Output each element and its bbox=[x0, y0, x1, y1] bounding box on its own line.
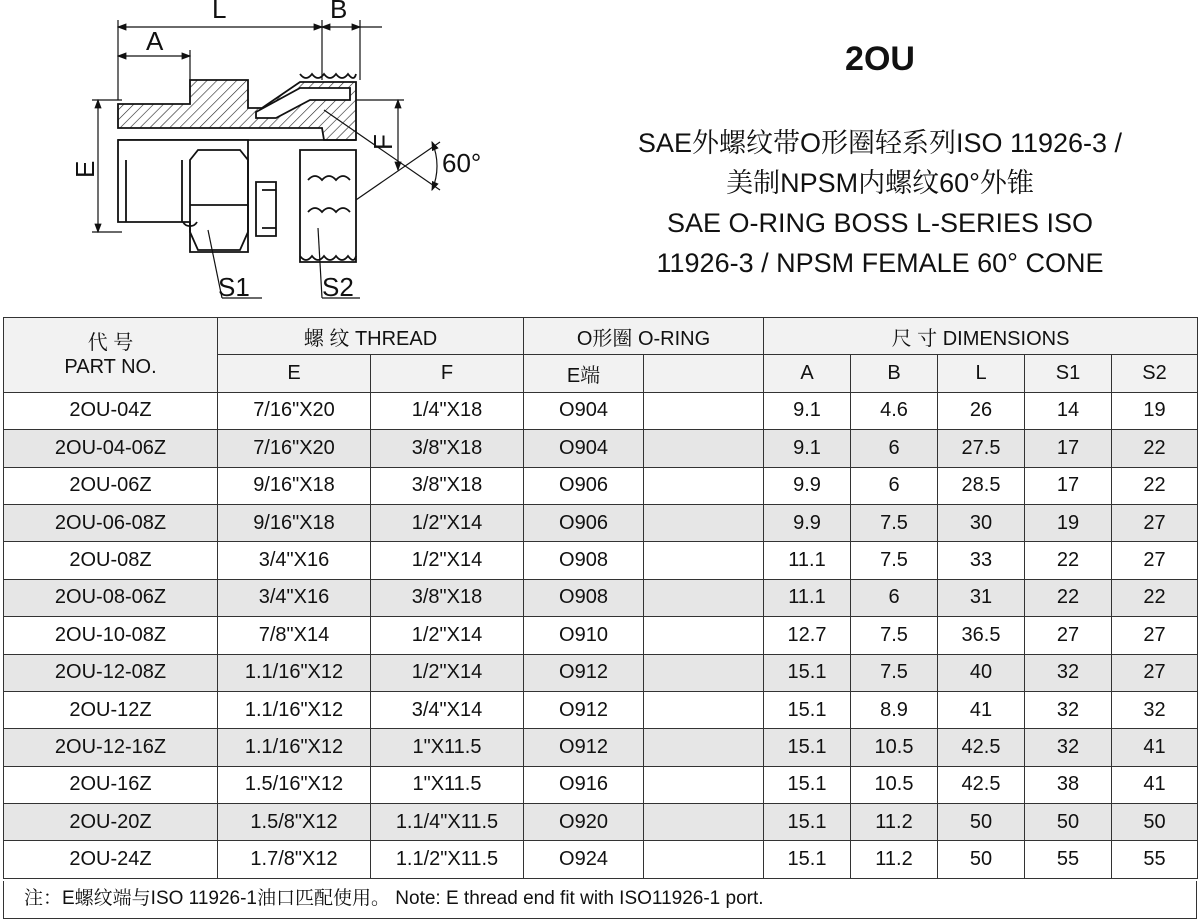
label-angle: 60° bbox=[442, 148, 482, 178]
header-dimensions: 尺 寸 DIMENSIONS bbox=[764, 318, 1198, 355]
thread-f-cell: 3/8"X18 bbox=[371, 430, 524, 467]
dim-s1-cell: 32 bbox=[1025, 654, 1112, 691]
dim-s2-cell: 27 bbox=[1112, 542, 1198, 579]
dim-b-cell: 4.6 bbox=[851, 392, 938, 429]
dim-l-cell: 50 bbox=[938, 841, 1025, 878]
dim-s2-cell: 27 bbox=[1112, 654, 1198, 691]
table-row bbox=[4, 617, 1198, 654]
blank-cell bbox=[644, 841, 764, 878]
table-row bbox=[4, 579, 1198, 616]
col-B: B bbox=[851, 355, 938, 392]
col-L: L bbox=[938, 355, 1025, 392]
dim-l-cell: 28.5 bbox=[938, 467, 1025, 504]
dim-l-cell: 40 bbox=[938, 654, 1025, 691]
part-no-cell: 2OU-20Z bbox=[4, 804, 218, 841]
thread-f-cell: 1"X11.5 bbox=[371, 729, 524, 766]
oring-cell: O906 bbox=[524, 467, 644, 504]
dim-b-cell: 7.5 bbox=[851, 504, 938, 541]
thread-f-cell: 3/4"X14 bbox=[371, 691, 524, 728]
dim-l-cell: 31 bbox=[938, 579, 1025, 616]
thread-e-cell: 7/16"X20 bbox=[218, 430, 371, 467]
dim-l-cell: 27.5 bbox=[938, 430, 1025, 467]
blank-cell bbox=[644, 430, 764, 467]
part-no-cell: 2OU-06Z bbox=[4, 467, 218, 504]
dim-s2-cell: 19 bbox=[1112, 392, 1198, 429]
dim-b-cell: 6 bbox=[851, 430, 938, 467]
dim-l-cell: 42.5 bbox=[938, 729, 1025, 766]
thread-f-cell: 3/8"X18 bbox=[371, 579, 524, 616]
blank-cell bbox=[644, 804, 764, 841]
header-oring: O形圈 O-RING bbox=[524, 318, 764, 355]
dim-s2-cell: 22 bbox=[1112, 579, 1198, 616]
thread-e-cell: 3/4"X16 bbox=[218, 579, 371, 616]
part-no-cell: 2OU-24Z bbox=[4, 841, 218, 878]
oring-cell: O924 bbox=[524, 841, 644, 878]
thread-f-cell: 1/2"X14 bbox=[371, 504, 524, 541]
oring-cell: O912 bbox=[524, 654, 644, 691]
dim-s1-cell: 22 bbox=[1025, 542, 1112, 579]
dim-s1-cell: 27 bbox=[1025, 617, 1112, 654]
blank-cell bbox=[644, 766, 764, 803]
col-S2: S2 bbox=[1112, 355, 1198, 392]
blank-cell bbox=[644, 729, 764, 766]
dim-l-cell: 50 bbox=[938, 804, 1025, 841]
col-E: E bbox=[218, 355, 371, 392]
dim-a-cell: 11.1 bbox=[764, 579, 851, 616]
dim-a-cell: 9.9 bbox=[764, 467, 851, 504]
table-row bbox=[4, 729, 1198, 766]
oring-cell: O912 bbox=[524, 729, 644, 766]
description-line-2: 美制NPSM内螺纹60°外锥 bbox=[726, 168, 1034, 198]
dim-s2-cell: 27 bbox=[1112, 617, 1198, 654]
label-B: B bbox=[330, 0, 348, 24]
dim-s2-cell: 50 bbox=[1112, 804, 1198, 841]
part-no-cell: 2OU-16Z bbox=[4, 766, 218, 803]
thread-f-cell: 1/2"X14 bbox=[371, 654, 524, 691]
thread-e-cell: 1.1/16"X12 bbox=[218, 654, 371, 691]
blank-cell bbox=[644, 504, 764, 541]
table-row bbox=[4, 542, 1198, 579]
thread-e-cell: 1.1/16"X12 bbox=[218, 729, 371, 766]
table-row bbox=[4, 691, 1198, 728]
dim-a-cell: 15.1 bbox=[764, 654, 851, 691]
dim-s2-cell: 32 bbox=[1112, 691, 1198, 728]
col-A: A bbox=[764, 355, 851, 392]
thread-e-cell: 7/16"X20 bbox=[218, 392, 371, 429]
blank-cell bbox=[644, 691, 764, 728]
blank-cell bbox=[644, 579, 764, 616]
oring-cell: O906 bbox=[524, 504, 644, 541]
dim-b-cell: 8.9 bbox=[851, 691, 938, 728]
thread-e-cell: 1.5/16"X12 bbox=[218, 766, 371, 803]
thread-f-cell: 1/4"X18 bbox=[371, 392, 524, 429]
part-no-cell: 2OU-12-08Z bbox=[4, 654, 218, 691]
dim-s2-cell: 22 bbox=[1112, 430, 1198, 467]
dim-a-cell: 12.7 bbox=[764, 617, 851, 654]
thread-e-cell: 1.5/8"X12 bbox=[218, 804, 371, 841]
thread-e-cell: 3/4"X16 bbox=[218, 542, 371, 579]
oring-cell: O912 bbox=[524, 691, 644, 728]
thread-f-cell: 1"X11.5 bbox=[371, 766, 524, 803]
thread-f-cell: 1.1/2"X11.5 bbox=[371, 841, 524, 878]
label-S2: S2 bbox=[322, 272, 354, 302]
description-line-1: SAE外螺纹带O形圈轻系列ISO 11926-3 / bbox=[637, 128, 1123, 158]
thread-e-cell: 9/16"X18 bbox=[218, 467, 371, 504]
blank-cell bbox=[644, 617, 764, 654]
dim-s1-cell: 22 bbox=[1025, 579, 1112, 616]
dim-b-cell: 6 bbox=[851, 579, 938, 616]
header-part-en: PART NO. bbox=[64, 355, 157, 378]
dim-b-cell: 11.2 bbox=[851, 804, 938, 841]
dim-s1-cell: 50 bbox=[1025, 804, 1112, 841]
dim-a-cell: 11.1 bbox=[764, 542, 851, 579]
dim-s2-cell: 27 bbox=[1112, 504, 1198, 541]
part-no-cell: 2OU-08Z bbox=[4, 542, 218, 579]
table-row bbox=[4, 804, 1198, 841]
oring-cell: O916 bbox=[524, 766, 644, 803]
page-title: 2OU bbox=[845, 40, 915, 78]
label-A: A bbox=[146, 26, 164, 56]
dim-a-cell: 15.1 bbox=[764, 766, 851, 803]
description-line-3: SAE O-RING BOSS L-SERIES ISO bbox=[666, 208, 1094, 238]
dim-a-cell: 9.9 bbox=[764, 504, 851, 541]
fitting-outline-lower bbox=[118, 140, 356, 262]
dim-a-cell: 9.1 bbox=[764, 430, 851, 467]
thread-e-cell: 9/16"X18 bbox=[218, 504, 371, 541]
blank-cell bbox=[644, 467, 764, 504]
thread-f-cell: 1/2"X14 bbox=[371, 542, 524, 579]
dim-l-cell: 30 bbox=[938, 504, 1025, 541]
label-F: F bbox=[368, 134, 398, 150]
dim-a-cell: 9.1 bbox=[764, 392, 851, 429]
dim-b-cell: 7.5 bbox=[851, 654, 938, 691]
dim-l-cell: 41 bbox=[938, 691, 1025, 728]
col-E-end: E端 bbox=[524, 355, 644, 392]
dim-b-cell: 7.5 bbox=[851, 617, 938, 654]
oring-cell: O908 bbox=[524, 579, 644, 616]
dim-s2-cell: 41 bbox=[1112, 766, 1198, 803]
table-row bbox=[4, 392, 1198, 429]
label-E: E bbox=[70, 160, 100, 178]
dim-s1-cell: 17 bbox=[1025, 430, 1112, 467]
part-no-cell: 2OU-04-06Z bbox=[4, 430, 218, 467]
dim-s1-cell: 17 bbox=[1025, 467, 1112, 504]
dim-s1-cell: 55 bbox=[1025, 841, 1112, 878]
part-no-cell: 2OU-06-08Z bbox=[4, 504, 218, 541]
table-row bbox=[4, 766, 1198, 803]
dim-s1-cell: 32 bbox=[1025, 691, 1112, 728]
part-no-cell: 2OU-12Z bbox=[4, 691, 218, 728]
blank-cell bbox=[644, 392, 764, 429]
oring-cell: O908 bbox=[524, 542, 644, 579]
fitting-section-upper bbox=[118, 74, 356, 140]
dim-s2-cell: 55 bbox=[1112, 841, 1198, 878]
table-row bbox=[4, 654, 1198, 691]
oring-cell: O904 bbox=[524, 392, 644, 429]
dim-a-cell: 15.1 bbox=[764, 691, 851, 728]
label-S1: S1 bbox=[218, 272, 250, 302]
footnote: 注：E螺纹端与ISO 11926-1油口匹配使用。 Note: E thread end fit with ISO11926-1 port. bbox=[3, 881, 1197, 919]
blank-cell bbox=[644, 654, 764, 691]
header-part-cn: 代 号 bbox=[87, 331, 134, 354]
table-row bbox=[4, 467, 1198, 504]
dim-l-cell: 36.5 bbox=[938, 617, 1025, 654]
blank-cell bbox=[644, 542, 764, 579]
part-no-cell: 2OU-08-06Z bbox=[4, 579, 218, 616]
table-row bbox=[4, 430, 1198, 467]
dim-s1-cell: 38 bbox=[1025, 766, 1112, 803]
col-empty bbox=[644, 355, 764, 392]
dim-a-cell: 15.1 bbox=[764, 729, 851, 766]
dim-b-cell: 10.5 bbox=[851, 729, 938, 766]
col-F: F bbox=[371, 355, 524, 392]
thread-f-cell: 1.1/4"X11.5 bbox=[371, 804, 524, 841]
oring-cell: O920 bbox=[524, 804, 644, 841]
dim-l-cell: 42.5 bbox=[938, 766, 1025, 803]
label-L: L bbox=[212, 0, 227, 24]
header-part-no bbox=[4, 318, 218, 393]
thread-e-cell: 1.1/16"X12 bbox=[218, 691, 371, 728]
table-row bbox=[4, 841, 1198, 878]
thread-e-cell: 1.7/8"X12 bbox=[218, 841, 371, 878]
dim-a-cell: 15.1 bbox=[764, 841, 851, 878]
dim-s1-cell: 19 bbox=[1025, 504, 1112, 541]
part-no-cell: 2OU-10-08Z bbox=[4, 617, 218, 654]
dim-s1-cell: 14 bbox=[1025, 392, 1112, 429]
dim-a-cell: 15.1 bbox=[764, 804, 851, 841]
col-S1: S1 bbox=[1025, 355, 1112, 392]
part-no-cell: 2OU-04Z bbox=[4, 392, 218, 429]
table-row bbox=[4, 504, 1198, 541]
dim-b-cell: 7.5 bbox=[851, 542, 938, 579]
dim-b-cell: 6 bbox=[851, 467, 938, 504]
oring-cell: O910 bbox=[524, 617, 644, 654]
fitting-drawing bbox=[0, 0, 560, 312]
dim-s1-cell: 32 bbox=[1025, 729, 1112, 766]
dim-l-cell: 33 bbox=[938, 542, 1025, 579]
dim-s2-cell: 22 bbox=[1112, 467, 1198, 504]
thread-e-cell: 7/8"X14 bbox=[218, 617, 371, 654]
header-thread: 螺 纹 THREAD bbox=[218, 318, 524, 355]
thread-f-cell: 1/2"X14 bbox=[371, 617, 524, 654]
dim-b-cell: 10.5 bbox=[851, 766, 938, 803]
spec-table bbox=[3, 317, 1198, 879]
dim-l-cell: 26 bbox=[938, 392, 1025, 429]
description-line-4: 11926-3 / NPSM FEMALE 60° CONE bbox=[656, 248, 1104, 278]
part-no-cell: 2OU-12-16Z bbox=[4, 729, 218, 766]
dim-s2-cell: 41 bbox=[1112, 729, 1198, 766]
dim-b-cell: 11.2 bbox=[851, 841, 938, 878]
oring-cell: O904 bbox=[524, 430, 644, 467]
thread-f-cell: 3/8"X18 bbox=[371, 467, 524, 504]
